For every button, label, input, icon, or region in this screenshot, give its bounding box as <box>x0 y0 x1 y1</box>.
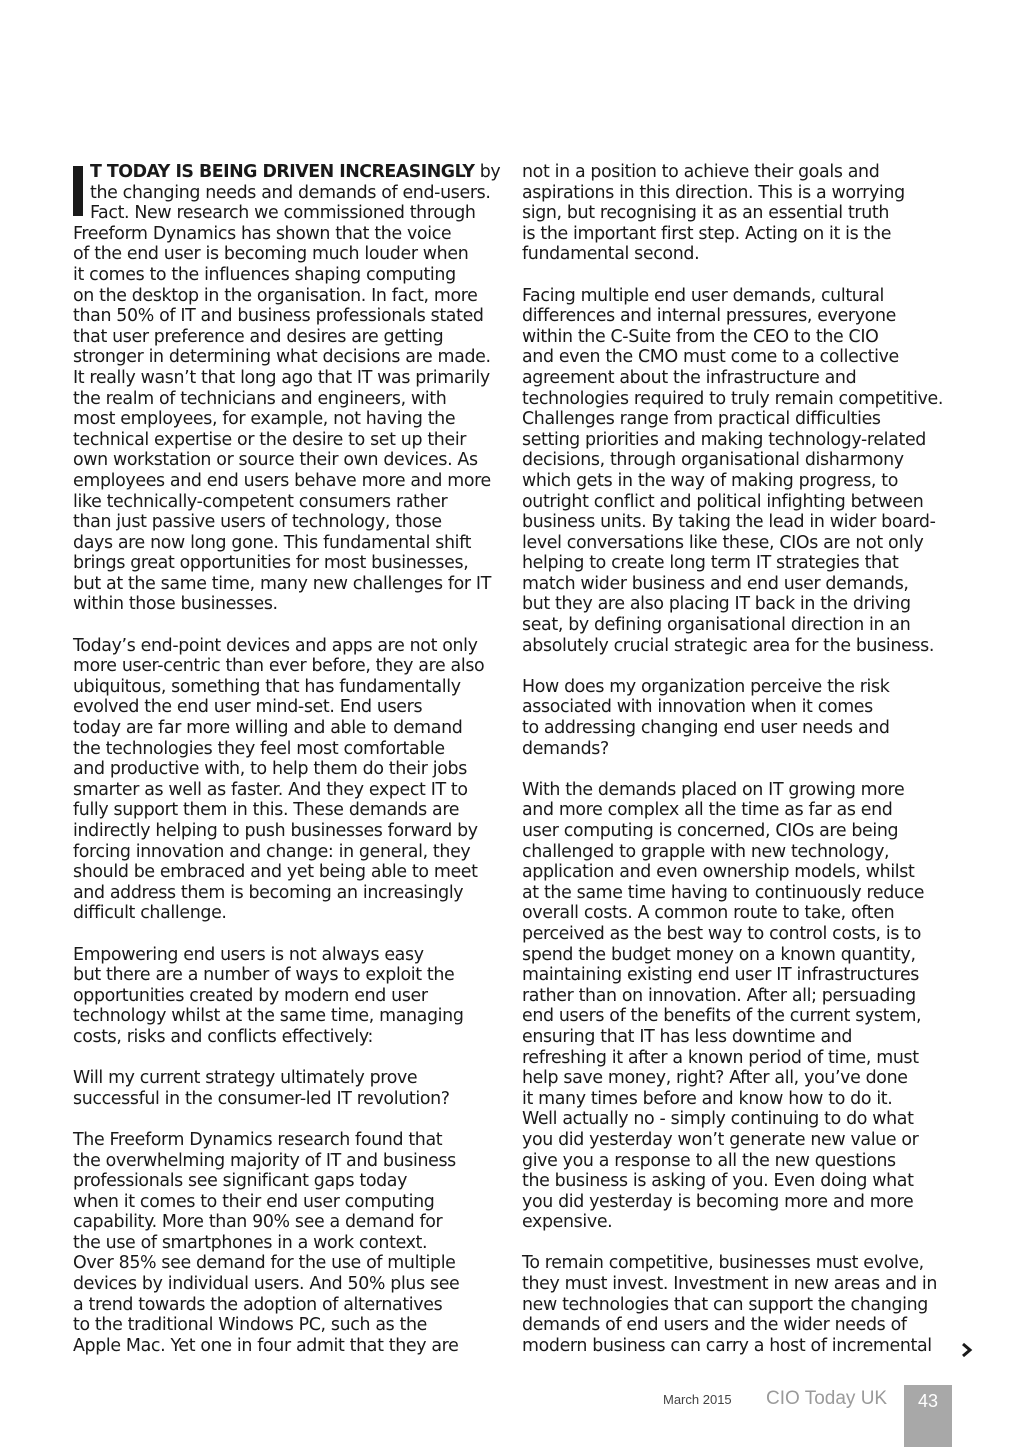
footer-date: March 2015 <box>663 1392 732 1407</box>
article-paragraph-intro <box>73 162 505 615</box>
article-paragraph: With the demands placed on IT growing more and more complex all the time as far as end user computing is concerned, CIOs are being challenged to grapple with new technology, application and even ownership models, whilst at the same time having to continuously reduce overall costs. A common route to take, often perceived as the best way to control costs, is to spend the budget money on a known quantity, maintaining existing end user IT infrastructures rather than on innovation. After all; persuading end users of the benefits of the current system, ensuring that IT has less downtime and refreshing it after a known period of time, must help save money, right? After all, you’ve done it many times before and know how to do it. Well actually no - simply continuing to do what you did yesterday won’t generate new value or give you a response to all the new questions the business is asking of you. Even doing what you did yesterday is becoming more and more expensive. <box>522 779 925 1233</box>
article-column-left <box>73 162 505 1356</box>
article-subheading-question: Will my current strategy ultimately prove successful in the consumer-led IT revolution? <box>73 1068 450 1109</box>
article-subheading-question: How does my organization perceive the risk associated with innovation when it comes to addressing changing end user needs and demands? <box>522 676 890 759</box>
article-lead-in: T TODAY IS BEING DRIVEN INCREASINGLY <box>90 162 475 182</box>
footer-magazine-title: CIO Today UK <box>766 1388 888 1409</box>
article-paragraph: To remain competitive, businesses must evolve, they must invest. Investment in new areas and in new technologies that can support the changing demands of end users and the wider needs of modern business can carry a host of incremental <box>522 1253 938 1356</box>
page-number-box <box>904 1385 952 1447</box>
article-column-right <box>522 162 954 1356</box>
article-paragraph-intro-text: by the changing needs and demands of end-users. Fact. New research we commissioned through Freeform Dynamics has shown that the voice of the end user is becoming much louder when it comes to the influences shaping computing on the desktop in the organisation. In fact, more than 50% of IT and business professionals stated that user preference and desires are getting stronger in determining what decisions are made. It really wasn’t that long ago that IT was primarily the realm of technicians and engineers, with most employees, for example, not having the technical expertise or the desire to set up their own workstation or source their own devices. As employees and end users behave more and more like technically-competent consumers rather than just passive users of technology, those days are now long gone. This fundamental shift brings great opportunities for most businesses, but at the same time, many new challenges for IT within those businesses. <box>73 162 501 615</box>
article-paragraph: Today’s end-point devices and apps are not only more user-centric than ever before, they are also ubiquitous, something that has fundamentally evolved the end user mind-set. End users today are far more willing and able to demand the technologies they feel most comfortable and productive with, to help them do their jobs smarter as well as faster. And they expect IT to fully support them in this. These demands are indirectly helping to push businesses forward by forcing innovation and change: in general, they should be embraced and yet being able to meet and address them is becoming an increasingly difficult challenge. <box>73 635 485 924</box>
article-paragraph: The Freeform Dynamics research found that the overwhelming majority of IT and business professionals see significant gaps today when it comes to their end user computing capability. More than 90% see a demand for the use of smartphones in a work context. Over 85% see demand for the use of multiple devices by individual users. And 50% plus see a trend towards the adoption of alternatives to the traditional Windows PC, such as the Apple Mac. Yet one in four admit that they are <box>73 1129 460 1356</box>
chevron-right-icon[interactable] <box>958 1340 976 1360</box>
article-paragraph: Facing multiple end user demands, cultural differences and internal pressures, everyone within the C-Suite from the CEO to the CIO and even the CMO must come to a collective agreement about the infrastructure and technologies required to truly remain competitive. Challenges range from practical difficulties setting priorities and making technology-related decisions, through organisational disharmony which gets in the way of making progress, to outright conflict and political infighting between business units. By taking the lead in wider board- level conversations like these, CIOs are not only helping to create long term IT strategies that match wider business and end user demands, but they are also placing IT back in the driving seat, by defining organisational direction in an absolutely crucial strategic area for the business. <box>522 285 944 656</box>
article-paragraph: not in a position to achieve their goals and aspirations in this direction. This is a worrying sign, but recognising it as an essential truth is the important first step. Acting on it is the fundamental second. <box>522 162 905 265</box>
dropcap-i-bar <box>73 166 83 216</box>
article-paragraph: Empowering end users is not always easy but there are a number of ways to exploit the opportunities created by modern end user technology whilst at the same time, managing costs, risks and conflicts effectively: <box>73 944 464 1047</box>
page-number: 43 <box>917 1391 939 1411</box>
chevron-right-icon-svg <box>958 1340 976 1360</box>
